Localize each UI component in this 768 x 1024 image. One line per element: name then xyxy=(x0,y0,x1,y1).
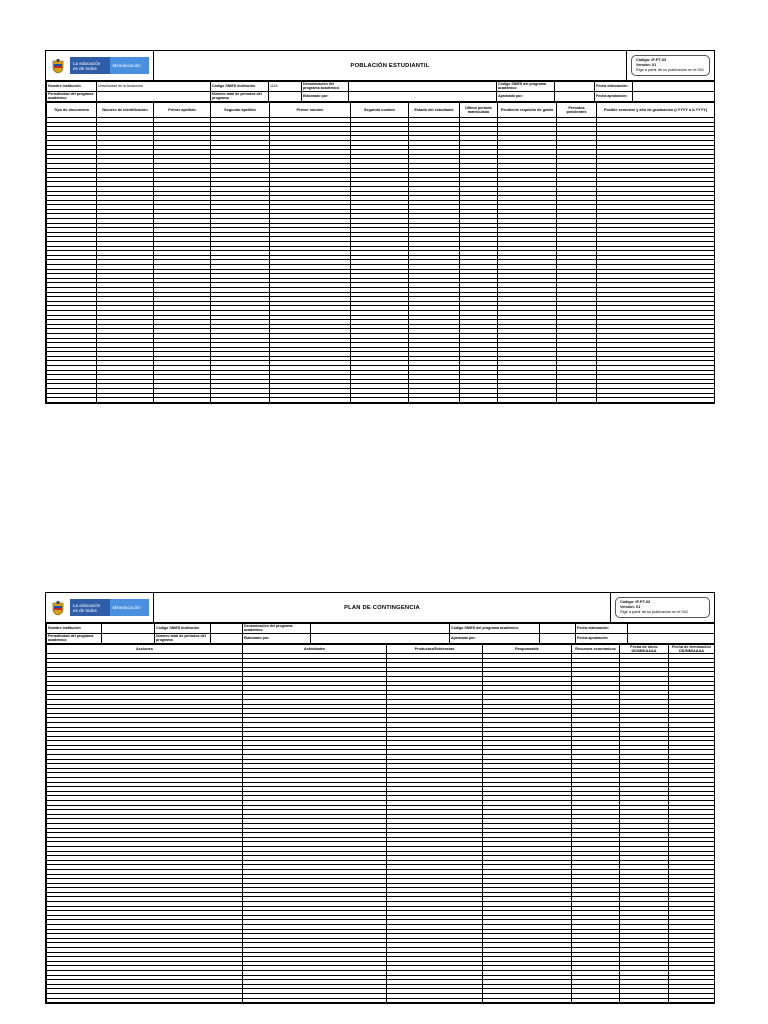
column-header: Recursos económicos xyxy=(572,645,620,654)
plan-contingencia-form xyxy=(45,592,715,1004)
metadata-value[interactable] xyxy=(555,92,595,102)
colombia-crest-icon xyxy=(50,58,66,74)
brand-line1: La educación xyxy=(73,60,101,66)
table-cell[interactable] xyxy=(97,398,154,403)
table-cell[interactable] xyxy=(270,398,351,403)
table-cell[interactable] xyxy=(498,398,557,403)
metadata-value[interactable] xyxy=(628,634,715,644)
form-header xyxy=(46,593,714,623)
brand-ministry: Mineducación xyxy=(110,57,150,74)
metadata-value[interactable] xyxy=(97,92,211,102)
metadata-value[interactable] xyxy=(102,624,155,634)
metadata-value[interactable] xyxy=(349,82,497,92)
document-version: Versión: 01 xyxy=(620,605,641,609)
table-cell[interactable] xyxy=(669,998,715,1003)
metadata-row xyxy=(47,634,715,644)
brand-line1: La educación xyxy=(73,602,101,608)
column-header: Periodos pendientes xyxy=(557,103,597,118)
table-cell[interactable] xyxy=(387,998,483,1003)
column-header: Número de identificación xyxy=(97,103,154,118)
metadata-label: Nombre institución xyxy=(47,624,102,634)
metadata-row xyxy=(47,92,715,102)
brand-slogan xyxy=(70,57,110,74)
metadata-label: Código SNIES del programa académico xyxy=(497,82,555,92)
metadata-label: Número total de periodos del programa xyxy=(211,92,269,102)
table-cell[interactable] xyxy=(243,998,387,1003)
metadata-row xyxy=(47,624,715,634)
column-header: Segundo apellido xyxy=(211,103,270,118)
table-cell[interactable] xyxy=(211,398,270,403)
table-cell[interactable] xyxy=(572,998,620,1003)
brand-ministry: Mineducación xyxy=(110,599,150,616)
metadata-value[interactable] xyxy=(211,634,243,644)
metadata-label: Aprobado por: xyxy=(497,92,555,102)
metadata-label: Código SNIES institución xyxy=(211,82,269,92)
column-header: Actividades xyxy=(243,645,387,654)
column-header: Primer nombre xyxy=(270,103,351,118)
metadata-table xyxy=(46,81,715,102)
metadata-value[interactable] xyxy=(102,634,155,644)
metadata-label: Fecha aprobación xyxy=(595,92,633,102)
table-header-row xyxy=(47,103,715,118)
metadata-value[interactable] xyxy=(540,624,576,634)
metadata-value[interactable] xyxy=(540,634,576,644)
metadata-value[interactable]: Universidad de la Amazonía xyxy=(97,82,211,92)
student-population-table xyxy=(46,102,715,403)
column-header: Fecha de terminación DD/MM/AAAA xyxy=(669,645,715,654)
metadata-value[interactable] xyxy=(633,82,715,92)
metadata-label: Elaborado por: xyxy=(302,92,349,102)
table-cell[interactable] xyxy=(620,998,669,1003)
document-code: Código: IF-PT-03 xyxy=(636,58,667,62)
metadata-value[interactable] xyxy=(633,92,715,102)
document-code-cell xyxy=(610,593,714,622)
column-header: Responsable xyxy=(483,645,572,654)
brand-slogan xyxy=(70,599,110,616)
metadata-value[interactable] xyxy=(628,624,715,634)
document-validity: Rige a partir de su publicación en el SIG xyxy=(620,610,688,614)
table-cell[interactable] xyxy=(483,998,572,1003)
table-cell[interactable] xyxy=(47,398,97,403)
metadata-label: Fecha elaboración xyxy=(595,82,633,92)
table-cell[interactable] xyxy=(597,398,715,403)
column-header: Tipo de documento xyxy=(47,103,97,118)
column-header: Segundo nombre xyxy=(351,103,409,118)
metadata-value[interactable] xyxy=(555,82,595,92)
metadata-label: Código SNIES institución xyxy=(155,624,211,634)
brand-banner xyxy=(70,599,149,616)
table-cell[interactable] xyxy=(351,398,409,403)
form-title: POBLACIÓN ESTUDIANTIL xyxy=(350,62,430,69)
column-header: Primer apellido xyxy=(154,103,211,118)
metadata-table xyxy=(46,623,715,644)
poblacion-estudiantil-form xyxy=(45,50,715,404)
table-cell[interactable] xyxy=(409,398,460,403)
metadata-label: Número total de periodos del programa xyxy=(155,634,211,644)
column-header: Posible semestre y año de graduación (I-YYYY ó II-YYYY) xyxy=(597,103,715,118)
metadata-row xyxy=(47,82,715,92)
table-cell[interactable] xyxy=(154,398,211,403)
table-row xyxy=(47,998,715,1003)
metadata-value[interactable] xyxy=(211,624,243,634)
metadata-label: Denominación del programa académico xyxy=(243,624,311,634)
metadata-label: Periodicidad del programa académico xyxy=(47,634,102,644)
document-code-box xyxy=(631,55,710,76)
logo-cell xyxy=(46,593,154,622)
metadata-label: Fecha elaboración xyxy=(576,624,628,634)
document-code-box xyxy=(615,597,710,618)
metadata-label: Código SNIES del programa académico xyxy=(450,624,540,634)
table-cell[interactable] xyxy=(47,998,243,1003)
column-header: Último periodo matriculado xyxy=(460,103,498,118)
contingency-plan-table xyxy=(46,644,715,1003)
metadata-label: Periodicidad del programa académico xyxy=(47,92,97,102)
logo-cell xyxy=(46,51,154,80)
table-row xyxy=(47,398,715,403)
column-header: Estado del estudiante xyxy=(409,103,460,118)
table-header-row xyxy=(47,645,715,654)
column-header: Pendiente requisito de grado xyxy=(498,103,557,118)
document-code-cell xyxy=(626,51,714,80)
form-header xyxy=(46,51,714,81)
metadata-label: Elaborado por: xyxy=(243,634,311,644)
metadata-value[interactable]: 1118 xyxy=(269,82,302,92)
table-cell[interactable] xyxy=(460,398,498,403)
form-title: PLAN DE CONTINGENCIA xyxy=(344,604,420,611)
metadata-value[interactable] xyxy=(311,634,450,644)
metadata-label: Nombre institución xyxy=(47,82,97,92)
document-version: Versión: 01 xyxy=(636,63,657,67)
metadata-label: Aprobado por: xyxy=(450,634,540,644)
metadata-label: Denominación del programa académico xyxy=(302,82,349,92)
column-header: Productos/Evidencias xyxy=(387,645,483,654)
metadata-value[interactable] xyxy=(349,92,497,102)
column-header: Fecha de inicio DD/MM/AAAA xyxy=(620,645,669,654)
column-header: Acciones xyxy=(47,645,243,654)
brand-banner xyxy=(70,57,149,74)
document-code: Código: IF-PT-03 xyxy=(620,600,651,604)
document-validity: Rige a partir de su publicación en el SIG xyxy=(636,68,704,72)
brand-line2: es de todos xyxy=(73,65,97,71)
table-cell[interactable] xyxy=(557,398,597,403)
metadata-value[interactable] xyxy=(269,92,302,102)
brand-line2: es de todos xyxy=(73,607,97,613)
metadata-label: Fecha aprobación xyxy=(576,634,628,644)
metadata-value[interactable] xyxy=(311,624,450,634)
colombia-crest-icon xyxy=(50,600,66,616)
